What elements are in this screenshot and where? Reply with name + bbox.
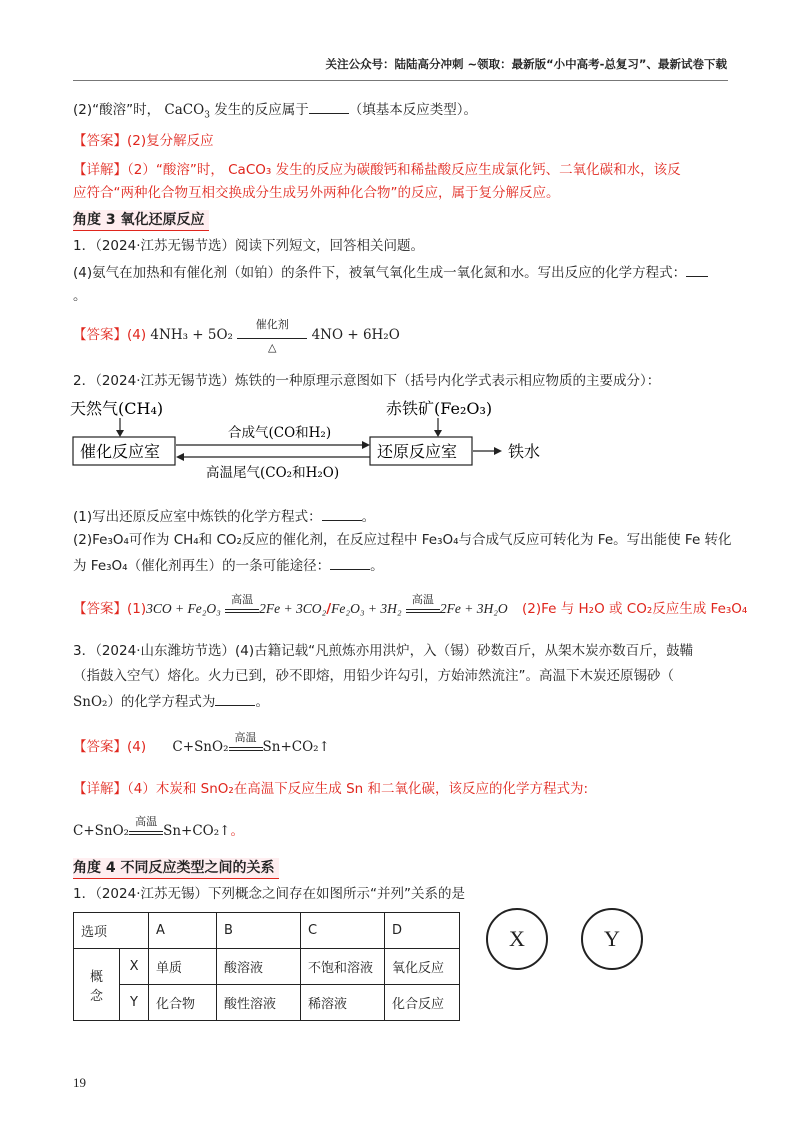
table-header-row [74,913,460,949]
equation-condition: 催化剂 △ [237,329,307,339]
molten-iron-label: 铁水 [508,442,541,461]
catalytic-chamber-label: 催化反应室 [80,442,161,461]
q3-line-3: SnO₂）的化学方程式为 。 [73,691,269,712]
equation-left: 4NH₃ + 5O₂ [150,327,233,343]
table-header-cell: 选项 [74,913,149,949]
syngas-label: 合成气(CO和H₂) [228,425,332,441]
page-number: 19 [73,1075,86,1090]
header-rule [73,80,728,81]
equation-right: 4NO + 6H₂O [311,327,400,343]
answer-line: 【答案】(2)复分解反应 [73,133,214,149]
q-text: （填基本反应类型）。 [348,102,477,118]
q-text: (2)“酸溶”时， [73,102,161,118]
table-row [74,949,460,985]
table-cell: 单质 [149,949,217,985]
equation-condition: 高温 [129,826,163,835]
table-cell: 不饱和溶液 [301,949,385,985]
section-title-angle-4: 角度 4 不同反应类型之间的关系 [73,858,279,879]
q1-tail: 。 [73,288,87,304]
hematite-label: 赤铁矿(Fe₂O₃) [386,399,493,418]
table-header-cell: D [385,913,460,949]
q2-part-1: (1)写出还原反应室中炼铁的化学方程式： 。 [73,506,375,527]
circle-x: X [486,908,548,970]
table-cell: 稀溶液 [301,985,385,1021]
answer-blank [215,691,255,706]
q3-line-1: 3．（2024·山东潍坊节选）(4)古籍记载“凡煎炼亦用洪炉，入（锡）砂数百斤，从架木炭亦数百斤，鼓鞴 [73,643,694,659]
natural-gas-label: 天然气(CH₄) [70,399,164,418]
concept-label: 概 念 [74,949,120,1021]
circle-y: Y [581,908,643,970]
equation-condition: 高温 [225,604,259,613]
equation-condition: 高温 [406,604,440,613]
q3-detail: 【详解】（4）木炭和 SnO₂在高温下反应生成 Sn 和二氧化碳，该反应的化学方程式为: [73,781,589,797]
reduction-chamber-label: 还原反应室 [377,442,458,461]
q3-answer: 【答案】(4) C+SnO₂ 高温 Sn+CO₂↑ [73,731,330,755]
q2-part-2-line-2: 为 Fe₃O₄（催化剂再生）的一条可能途径： 。 [73,555,384,576]
q3-detail-equation: C+SnO₂ 高温 Sn+CO₂↑。 [73,815,244,839]
exhaust-label: 高温尾气(CO₂和H₂O) [206,465,340,481]
table-cell: 化合物 [149,985,217,1021]
answer-blank [330,555,370,570]
table-cell: 酸性溶液 [217,985,301,1021]
table-cell: 氧化反应 [385,949,460,985]
table-row [74,985,460,1021]
formula-caco3: CaCO$_3$ [164,102,210,121]
table-cell: 化合反应 [385,985,460,1021]
q1-answer: 【答案】(4) 4NH₃ + 5O₂ 催化剂 △ 4NO + 6H₂O [73,318,400,354]
section-title-angle-3: 角度 3 氧化还原反应 [73,210,209,231]
table-cell: 酸溶液 [217,949,301,985]
arrow-head [116,430,124,437]
row-label: Y [120,985,149,1021]
answer-blank [686,262,708,277]
ironmaking-diagram [70,392,560,484]
table-header-cell: C [301,913,385,949]
q1-stem: 1．（2024·江苏无锡节选）阅读下列短文，回答相关问题。 [73,238,424,254]
question-2-acid-dissolve [73,99,477,126]
detail-line-2: 应符合“两种化合物互相交换成分生成另外两种化合物”的反应，属于复分解反应。 [73,185,560,201]
q1-part-4: (4)氨气在加热和有催化剂（如铂）的条件下，被氧气氧化生成一氧化氮和水。写出反应的化学方程式： [73,262,708,283]
answer-blank [309,99,349,114]
q-text: 发生的反应属于 [214,102,309,118]
q2-stem: 2．（2024·江苏无锡节选）炼铁的一种原理示意图如下（括号内化学式表示相应物质的主要成分）： [73,373,661,389]
q3-line-2: （指鼓入空气）熔化。火力已到，砂不即熔，用铅少许勾引，方始沛然流注”。高温下木炭还原锡砂（ [73,668,674,684]
answer-blank [322,506,362,521]
table-header-cell: B [217,913,301,949]
table-header-cell: A [149,913,217,949]
page-header: 关注公众号：陆陆高分冲刺 ~领取：最新版“小中高考-总复习”、最新试卷下载 [325,57,727,71]
q2-answer: 【答案】(1)3CO + Fe₂O₃ 高温 2Fe + 3CO₂/Fe₂O₃ + 3H₂ 高温 2Fe + 3H₂O (2)Fe 与 H₂O 或 CO₂反应生成 Fe₃O₄ [73,593,748,617]
detail-line-1: 【详解】（2）“酸溶”时， CaCO₃ 发生的反应为碳酸钙和稀盐酸反应生成氯化钙、二氧化碳和水，该反 [73,162,681,178]
q4-stem: 1．（2024·江苏无锡）下列概念之间存在如图所示“并列”关系的是 [73,886,465,902]
options-table [73,912,460,1021]
q2-part-2-line-1: (2)Fe₃O₄可作为 CH₄和 CO₂反应的催化剂，在反应过程中 Fe₃O₄与合成气反应可转化为 Fe。写出能使 Fe 转化 [73,532,732,548]
equation-condition: 高温 [229,742,263,751]
row-label: X [120,949,149,985]
